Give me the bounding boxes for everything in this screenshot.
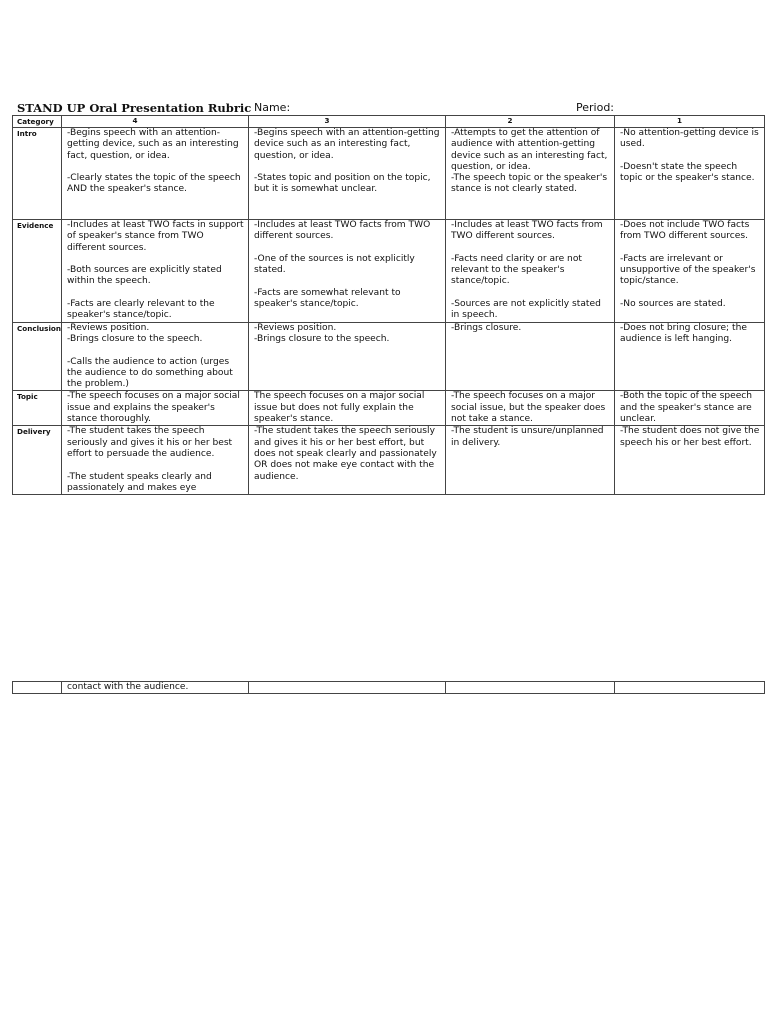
table-cell: -Includes at least TWO facts from TWO different sources. -One of the sources is not explicitly stated. -Facts are somewhat relevant to speaker's stance/topic. <box>249 220 446 323</box>
table-cell: -The student takes the speech seriously and gives it his or her best effort, but does not speak clearly and passionately OR does not make eye contact with the audience. <box>249 426 446 495</box>
score-header-2: 2 <box>446 116 615 128</box>
table-cell: The speech focuses on a major social issue but does not fully explain the speaker's stance. <box>249 391 446 426</box>
category-label: Evidence <box>13 220 62 323</box>
category-label: Delivery <box>13 426 62 495</box>
table-cell: -Does not include TWO facts from TWO different sources. -Facts are irrelevant or unsupportive of the speaker's topic/stance. -No sources are stated. <box>615 220 765 323</box>
table-cell: -The student does not give the speech his or her best effort. <box>615 426 765 495</box>
category-label: Topic <box>13 391 62 426</box>
empty-cell <box>615 682 765 694</box>
table-cell: -The speech focuses on a major social issue and explains the speaker's stance thoroughly. <box>62 391 249 426</box>
table-cell: -Brings closure. <box>446 322 615 391</box>
table-row-topic <box>13 391 765 426</box>
table-cell: -Both the topic of the speech and the speaker's stance are unclear. <box>615 391 765 426</box>
rubric-table-continuation <box>12 681 765 694</box>
table-cell: -Does not bring closure; the audience is left hanging. <box>615 322 765 391</box>
table-cell: -No attention-getting device is used. -Doesn't state the speech topic or the speaker's stance. <box>615 128 765 220</box>
score-header-3: 3 <box>249 116 446 128</box>
score-header-4: 4 <box>62 116 249 128</box>
table-cell: -Begins speech with an attention-getting device such as an interesting fact, question, or idea. -States topic and position on the topic, but it is somewhat unclear. <box>249 128 446 220</box>
category-label: Intro <box>13 128 62 220</box>
table-cell: -The speech focuses on a major social issue, but the speaker does not take a stance. <box>446 391 615 426</box>
table-cell: -Attempts to get the attention of audience with attention-getting device such as an interesting fact, question, or idea. -The speech topic or the speaker's stance is not clearly stated. <box>446 128 615 220</box>
document-title: STAND UP Oral Presentation Rubric <box>17 101 252 115</box>
table-row-conclusion <box>13 322 765 391</box>
table-row-delivery <box>13 426 765 495</box>
table-row-intro <box>13 128 765 220</box>
table-row-continuation <box>13 682 765 694</box>
rubric-table <box>12 115 765 495</box>
empty-cell <box>446 682 615 694</box>
table-row-evidence <box>13 220 765 323</box>
header-row <box>13 116 765 128</box>
table-cell: -The student is unsure/unplanned in delivery. <box>446 426 615 495</box>
table-cell: -Reviews position. -Brings closure to the speech. -Calls the audience to action (urges the audience to do something about the problem.) <box>62 322 249 391</box>
table-cell: -Includes at least TWO facts from TWO different sources. -Facts need clarity or are not relevant to the speaker's stance/topic. -Sources are not explicitly stated in speech. <box>446 220 615 323</box>
name-label: Name: <box>254 101 291 114</box>
table-cell: -Begins speech with an attention-getting device, such as an interesting fact, question, or idea. -Clearly states the topic of the speech AND the speaker's stance. <box>62 128 249 220</box>
category-header: Category <box>13 116 62 128</box>
table-cell: contact with the audience. <box>62 682 249 694</box>
table-cell: -Reviews position. -Brings closure to the speech. <box>249 322 446 391</box>
table-cell: -Includes at least TWO facts in support of speaker's stance from TWO different sources. -Both sources are explicitly stated within the speech. -Facts are clearly relevant to the speaker's stance/topic. <box>62 220 249 323</box>
empty-cell <box>13 682 62 694</box>
empty-cell <box>249 682 446 694</box>
period-label: Period: <box>576 101 615 114</box>
category-label: Conclusion <box>13 322 62 391</box>
rubric-header <box>17 101 757 116</box>
score-header-1: 1 <box>615 116 765 128</box>
table-cell: -The student takes the speech seriously and gives it his or her best effort to persuade the audience. -The student speaks clearly and passionately and makes eye <box>62 426 249 495</box>
